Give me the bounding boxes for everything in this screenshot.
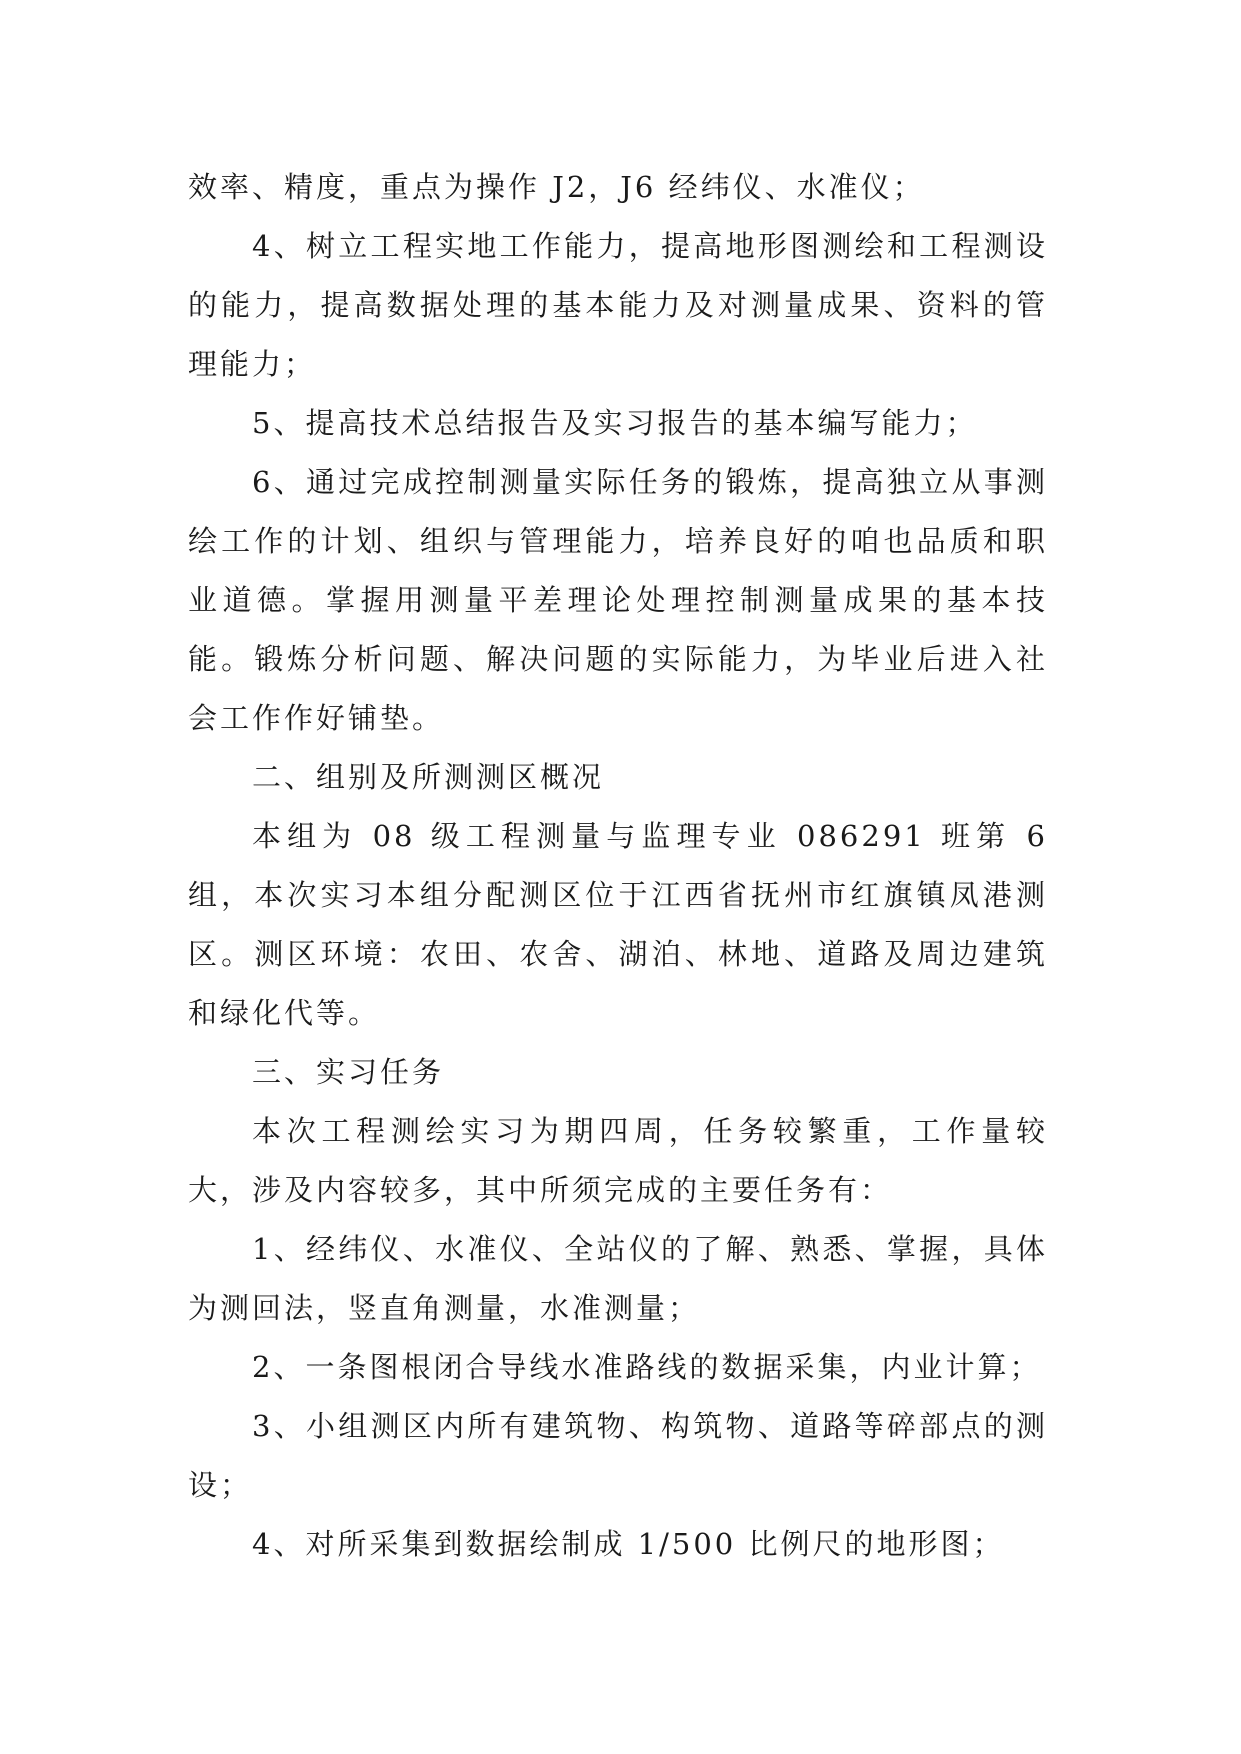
section-heading-2: 二、组别及所测测区概况 <box>252 760 605 794</box>
task-item-3: 3、小组测区内所有建筑物、构筑物、道路等碎部点的测设； <box>188 1409 1048 1502</box>
paragraph-6: 本次工程测绘实习为期四周，任务较繁重，工作量较大，涉及内容较多，其中所须完成的主要任务有： <box>188 1114 1048 1207</box>
paragraph-1: 效率、精度，重点为操作 J2，J6 经纬仪、水准仪； <box>188 170 925 204</box>
task-item-4: 4、对所采集到数据绘制成 1/500 比例尺的地形图； <box>252 1527 1005 1561</box>
document-body <box>188 158 1048 1574</box>
task-item-2: 2、一条图根闭合导线水准路线的数据采集，内业计算； <box>252 1350 1042 1384</box>
paragraph-3: 5、提高技术总结报告及实习报告的基本编写能力； <box>252 406 978 440</box>
task-item-1: 1、经纬仪、水准仪、全站仪的了解、熟悉、掌握，具体为测回法，竖直角测量，水准测量； <box>188 1232 1048 1325</box>
paragraph-5: 本组为 08 级工程测量与监理专业 086291 班第 6 组，本次实习本组分配测区位于江西省抚州市红旗镇凤港测区。测区环境：农田、农舍、湖泊、林地、道路及周边建筑和绿化代等。 <box>188 819 1048 1030</box>
paragraph-2: 4、树立工程实地工作能力，提高地形图测绘和工程测设的能力，提高数据处理的基本能力及对测量成果、资料的管理能力； <box>188 229 1048 381</box>
section-heading-3: 三、实习任务 <box>252 1055 445 1089</box>
paragraph-4: 6、通过完成控制测量实际任务的锻炼，提高独立从事测绘工作的计划、组织与管理能力，培养良好的咱也品质和职业道德。掌握用测量平差理论处理控制测量成果的基本技能。锻炼分析问题、解决问题的实际能力，为毕业后进入社会工作作好铺垫。 <box>188 465 1048 735</box>
